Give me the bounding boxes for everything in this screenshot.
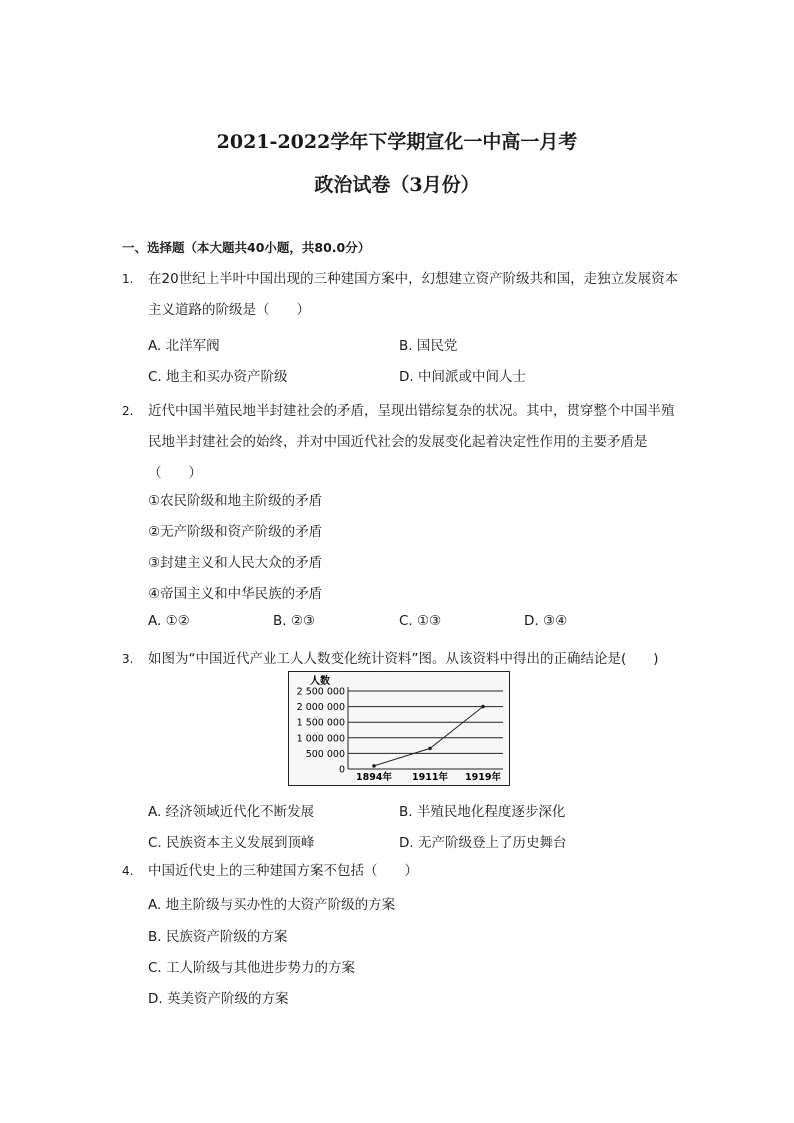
question-number: 1. [122, 272, 134, 286]
statement-item: ③封建主义和人民大众的矛盾 [148, 555, 323, 571]
y-tick-label: 500 000 [305, 748, 345, 760]
question-number: 4. [122, 864, 134, 878]
y-axis-label: 人数 [310, 676, 330, 687]
data-point [481, 705, 485, 709]
exam-subtitle: 政治试卷（3月份） [314, 174, 480, 196]
y-tick-label: 2 000 000 [296, 702, 345, 714]
option-c[interactable]: C. 地主和买办资产阶级 [148, 369, 288, 385]
question-text: 近代中国半殖民地半封建社会的矛盾，呈现出错综复杂的状况。其中，贯穿整个中国半殖民地半封建社会的始终，并对中国近代社会的发展变化起着决定性作用的主要矛盾是（ ） [148, 403, 675, 481]
section-heading: 一、选择题（本大题共40小题，共80.0分） [122, 240, 371, 255]
question-text: 中国近代史上的三种建国方案不包括（ ） [148, 863, 418, 879]
y-tick-label: 0 [338, 764, 345, 776]
option-d[interactable]: D. 英美资产阶级的方案 [148, 991, 289, 1007]
x-tick-label: 1894年 [356, 772, 392, 783]
data-point [428, 747, 432, 751]
question-text: 如图为“中国近代产业工人人数变化统计资料”图。从该资料中得出的正确结论是( ) [148, 651, 659, 667]
option-a[interactable]: A. 北洋军阀 [148, 338, 220, 354]
option-d[interactable]: D. 中间派或中间人士 [399, 369, 526, 385]
question-text: 在20世纪上半叶中国出现的三种建国方案中，幻想建立资产阶级共和国，走独立发展资本主义道路的阶级是（ ） [148, 271, 679, 318]
exam-title: 2021-2022学年下学期宣化一中高一月考 [216, 131, 578, 153]
option-d[interactable]: D. ③④ [524, 613, 568, 629]
option-a[interactable]: A. 经济领域近代化不断发展 [148, 804, 315, 820]
statement-item: ②无产阶级和资产阶级的矛盾 [148, 524, 323, 540]
option-c[interactable]: C. 工人阶级与其他进步势力的方案 [148, 960, 356, 976]
y-tick-label: 1 000 000 [296, 733, 345, 745]
worker-count-chart [288, 671, 510, 786]
data-point [372, 764, 376, 768]
option-b[interactable]: B. 半殖民地化程度逐步深化 [399, 804, 566, 820]
question-number: 2. [122, 404, 134, 418]
option-c[interactable]: C. 民族资本主义发展到顶峰 [148, 835, 315, 851]
y-tick-label: 1 500 000 [296, 717, 345, 729]
option-d[interactable]: D. 无产阶级登上了历史舞台 [399, 835, 567, 851]
option-a[interactable]: A. 地主阶级与买办性的大资产阶级的方案 [148, 897, 396, 913]
x-tick-label: 1919年 [465, 772, 501, 783]
option-a[interactable]: A. ①② [148, 613, 190, 629]
x-tick-label: 1911年 [412, 772, 448, 783]
option-b[interactable]: B. ②③ [273, 613, 316, 629]
option-c[interactable]: C. ①③ [399, 613, 442, 629]
statement-item: ①农民阶级和地主阶级的矛盾 [148, 493, 323, 509]
question-number: 3. [122, 652, 134, 666]
option-b[interactable]: B. 国民党 [399, 338, 458, 354]
statement-item: ④帝国主义和中华民族的矛盾 [148, 586, 323, 602]
y-tick-label: 2 500 000 [296, 686, 345, 698]
option-b[interactable]: B. 民族资产阶级的方案 [148, 929, 288, 945]
